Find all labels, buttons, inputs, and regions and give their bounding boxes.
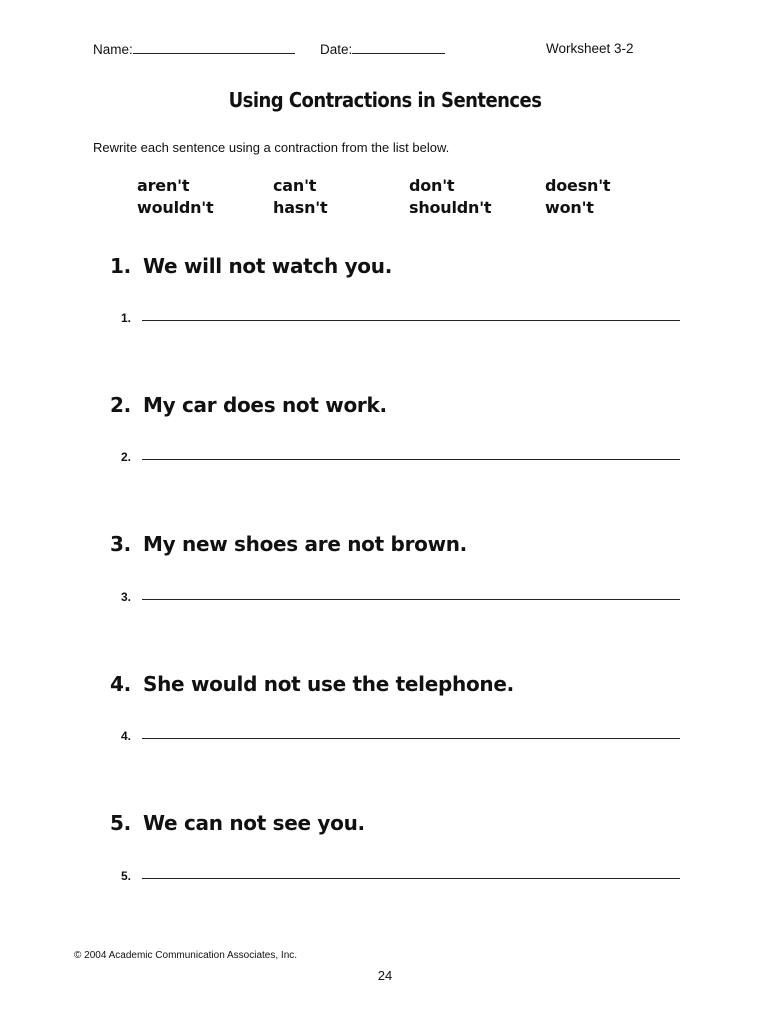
question-text: My car does not work. (143, 393, 387, 417)
date-underline[interactable] (352, 41, 445, 54)
answer-label: 1. (121, 311, 132, 325)
question-number: 3. (110, 532, 131, 556)
page-number: 24 (377, 968, 393, 983)
copyright-notice: © 2004 Academic Communication Associates, Inc. (74, 950, 298, 961)
word-bank-item: don't (409, 176, 455, 195)
word-bank-item: won't (545, 198, 594, 217)
word-bank-item: aren't (137, 176, 190, 195)
question-number: 4. (110, 672, 131, 696)
question-5 (110, 811, 365, 835)
word-bank-item: can't (273, 176, 317, 195)
answer-label: 3. (121, 590, 132, 604)
word-bank-item: shouldn't (409, 198, 492, 217)
answer-label: 5. (121, 869, 132, 883)
question-1 (110, 254, 392, 278)
answer-line-1[interactable] (142, 320, 680, 321)
question-number: 5. (110, 811, 131, 835)
answer-label: 4. (121, 729, 132, 743)
worksheet-label: Worksheet 3-2 (546, 41, 634, 56)
page-title: Using Contractions in Sentences (228, 88, 542, 112)
date-field (320, 41, 445, 57)
question-text: We will not watch you. (143, 254, 392, 278)
question-number: 2. (110, 393, 131, 417)
answer-line-2[interactable] (142, 459, 680, 460)
question-text: We can not see you. (143, 811, 365, 835)
question-text: My new shoes are not brown. (143, 532, 467, 556)
name-underline[interactable] (133, 41, 295, 54)
question-2 (110, 393, 387, 417)
answer-line-5[interactable] (142, 878, 680, 879)
instructions: Rewrite each sentence using a contraction from the list below. (93, 140, 450, 155)
answer-label: 2. (121, 450, 132, 464)
word-bank-item: doesn't (545, 176, 611, 195)
question-text: She would not use the telephone. (143, 672, 514, 696)
answer-line-3[interactable] (142, 599, 680, 600)
word-bank-item: wouldn't (137, 198, 214, 217)
answer-line-4[interactable] (142, 738, 680, 739)
question-3 (110, 532, 467, 556)
question-4 (110, 672, 514, 696)
word-bank-item: hasn't (273, 198, 328, 217)
name-field (93, 41, 295, 57)
name-label: Name: (93, 42, 133, 57)
date-label: Date: (320, 42, 353, 57)
question-number: 1. (110, 254, 131, 278)
